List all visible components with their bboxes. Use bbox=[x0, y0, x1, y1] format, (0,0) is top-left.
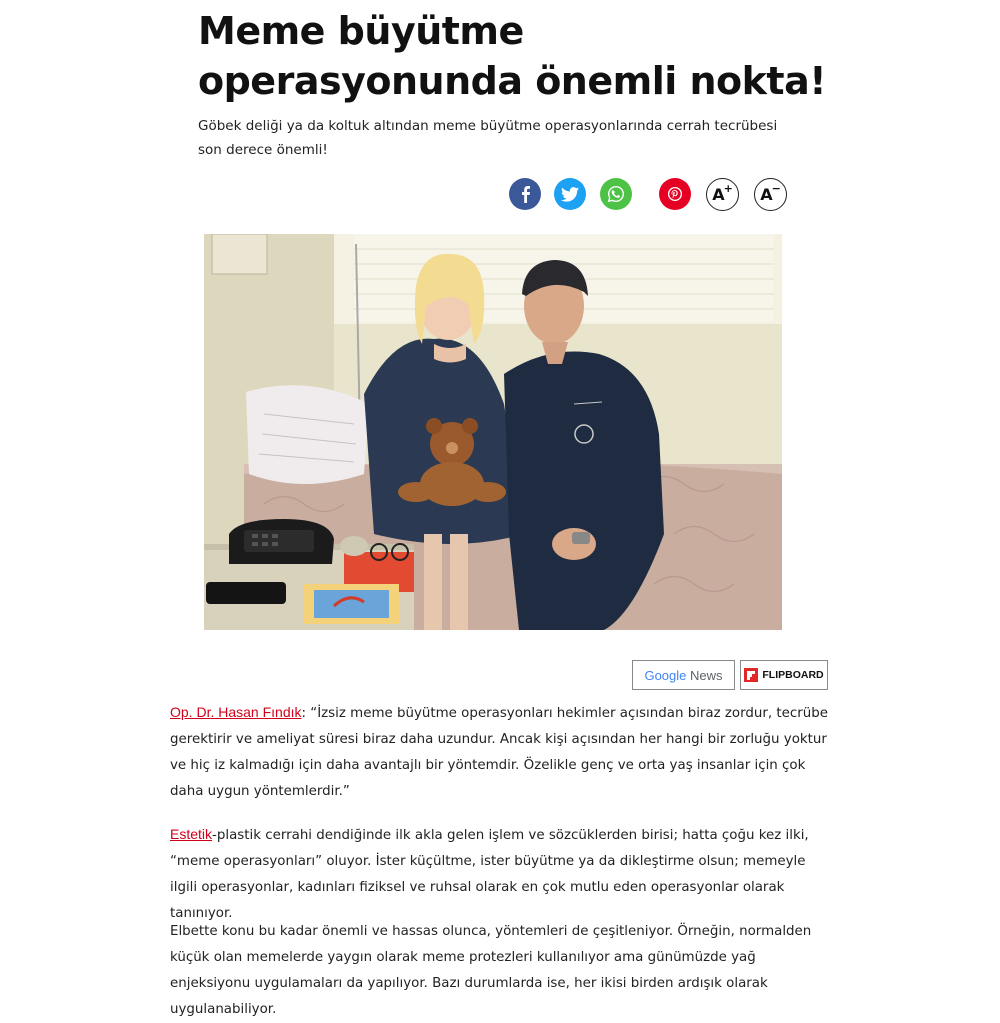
facebook-icon bbox=[518, 185, 532, 203]
font-increase-button[interactable] bbox=[706, 178, 739, 211]
paragraph-2-text: -plastik cerrahi dendiğinde ilk akla gelen işlem ve sözcüklerden birisi; hatta çoğu kez ilki, “meme operasyonları” oluyor. İster küçültme, ister büyütme ya da dikleştirme olsun; memeyle ilgili operasyonlar, kadınları fiziksel ve ruhsal olarak en çok mutlu eden operasyonlar olarak tanınıyor. bbox=[170, 828, 809, 921]
whatsapp-icon bbox=[607, 185, 625, 203]
estetik-link[interactable]: Estetik bbox=[170, 826, 213, 842]
article-paragraph-1 bbox=[170, 699, 830, 805]
article-title-line-2: operasyonunda önemli nokta! bbox=[198, 59, 827, 103]
article-paragraph-3: Elbette konu bu kadar önemli ve hassas olunca, yöntemleri de çeşitleniyor. Örneğin, normalden küçük olan memelerde yaygın olarak meme protezleri kullanılıyor ama günümüzde yağ enjeksiyonu uygulamaları da yapılıyor. Bazı durumlarda ise, her ikisi birden ardışık olarak uygulanabiliyor. bbox=[170, 924, 812, 1017]
google-news-logo bbox=[644, 668, 722, 683]
paragraph-1-text: : “İzsiz meme büyütme operasyonları hekimler açısından biraz zordur, tecrübe gerektirir ve ameliyat süresi biraz daha uzundur. Ancak kişi açısından her hangi bir zorluğu yoktur ve hiç iz kalmadığı için daha avantajlı bir yöntemdir. Özelikle genç ve orta yaş insanlar için çok daha uygun yöntemlerdir.” bbox=[170, 706, 828, 799]
pinterest-share-button[interactable] bbox=[659, 178, 691, 210]
article-title-line-1: Meme büyütme bbox=[198, 9, 524, 53]
article-title bbox=[198, 6, 838, 106]
article-photo bbox=[204, 234, 782, 630]
pinterest-icon bbox=[666, 185, 684, 203]
font-increase-label: A bbox=[712, 185, 725, 204]
article-paragraph-2 bbox=[170, 821, 830, 927]
font-decrease-button[interactable] bbox=[754, 178, 787, 211]
font-decrease-label: A bbox=[760, 185, 773, 204]
author-link[interactable]: Op. Dr. Hasan Fındık bbox=[170, 704, 302, 720]
twitter-icon bbox=[561, 187, 579, 202]
twitter-share-button[interactable] bbox=[554, 178, 586, 210]
flipboard-button[interactable] bbox=[740, 660, 828, 690]
google-news-suffix: News bbox=[686, 667, 723, 683]
whatsapp-share-button[interactable] bbox=[600, 178, 632, 210]
article-photo-illustration bbox=[204, 234, 782, 630]
article-subtitle: Göbek deliği ya da koltuk altından meme büyütme operasyonlarında cerrah tecrübesi son derece önemli! bbox=[198, 118, 778, 158]
google-news-prefix: Google bbox=[644, 667, 687, 683]
google-news-button[interactable] bbox=[632, 660, 735, 690]
font-increase-sign: + bbox=[723, 182, 733, 195]
font-decrease-sign: − bbox=[771, 182, 781, 195]
flipboard-icon bbox=[744, 668, 758, 682]
flipboard-label: FLIPBOARD bbox=[762, 669, 824, 681]
facebook-share-button[interactable] bbox=[509, 178, 541, 210]
